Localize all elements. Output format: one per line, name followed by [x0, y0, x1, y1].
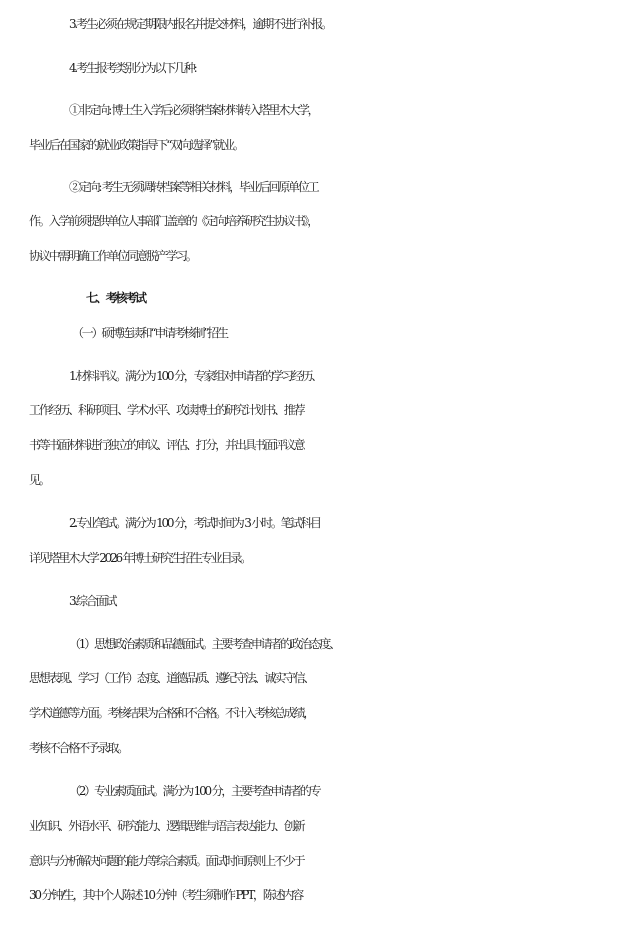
paragraph-line: 考核不合格不予录取。: [29, 741, 128, 755]
paragraph-line: 作。入学前须提供单位人事部门盖章的《定向培养研究生协议书》，: [29, 214, 318, 228]
paragraph-line: 学术道德等方面。考核结果为合格和不合格。不计入考核总成绩，: [29, 706, 314, 720]
paragraph-line: 详见塔里木大学 2026 年博士研究生招生专业目录。: [29, 551, 250, 565]
paragraph-line: 30 分钟/生，其中个人陈述 10 分钟（考生须制作 PPT，陈述内容: [29, 888, 302, 902]
paragraph-line: ①非定向: 博士生入学后必须将档案材料转入塔里木大学，: [69, 103, 318, 117]
paragraph-line: 意识与分析解决问题的能力等综合素质。面试时间原则上不少于: [29, 854, 304, 868]
paragraph-line: 书等书面材料进行独立的审议、评估、打分，并出具书面评议意: [29, 438, 304, 452]
paragraph-line: 业知识、外语水平、研究能力、逻辑思维与语言表达能力、创新: [29, 819, 304, 833]
paragraph-line: （2）专业素质面试。满分为 100 分，主要考查申请者的专: [69, 784, 320, 798]
paragraph-line: 思想表现、学习（工作）态度、道德品质、遵纪守法、诚实守信、: [29, 671, 314, 685]
paragraph-line: ②定向: 考生无须调转档案等相关材料，毕业后回原单位工: [69, 180, 318, 194]
paragraph-line: 协议中需明确工作单位同意脱产学习。: [29, 249, 196, 263]
subsection-heading: （一）硕博连读和“申请考核制”招生: [72, 326, 227, 340]
paragraph-line: 3.考生必须在规定期限内报名并提交材料，逾期不进行补报。: [69, 17, 331, 31]
paragraph-line: 见。: [29, 473, 49, 487]
paragraph-line: 毕业后在国家的就业政策指导下“双向选择”就业。: [29, 138, 243, 152]
section-heading: 七、考核考试: [86, 291, 145, 305]
paragraph-line: 4.考生报考类别分为以下几种:: [69, 61, 196, 75]
paragraph-line: （1）思想政治素质和品德面试。主要考查申请者的政治态度、: [69, 637, 340, 651]
paragraph-line: 1.材料评议。满分为 100 分，专家组对申请者的学习经历、: [69, 369, 321, 383]
paragraph-line: 工作经历、科研项目、学术水平、攻读博士的研究计划书、推荐: [29, 403, 304, 417]
paragraph-line: 2.专业笔试。满分为 100 分，考试时间为 3 小时。笔试科目: [69, 516, 320, 530]
paragraph-line: 3.综合面试: [69, 594, 116, 608]
